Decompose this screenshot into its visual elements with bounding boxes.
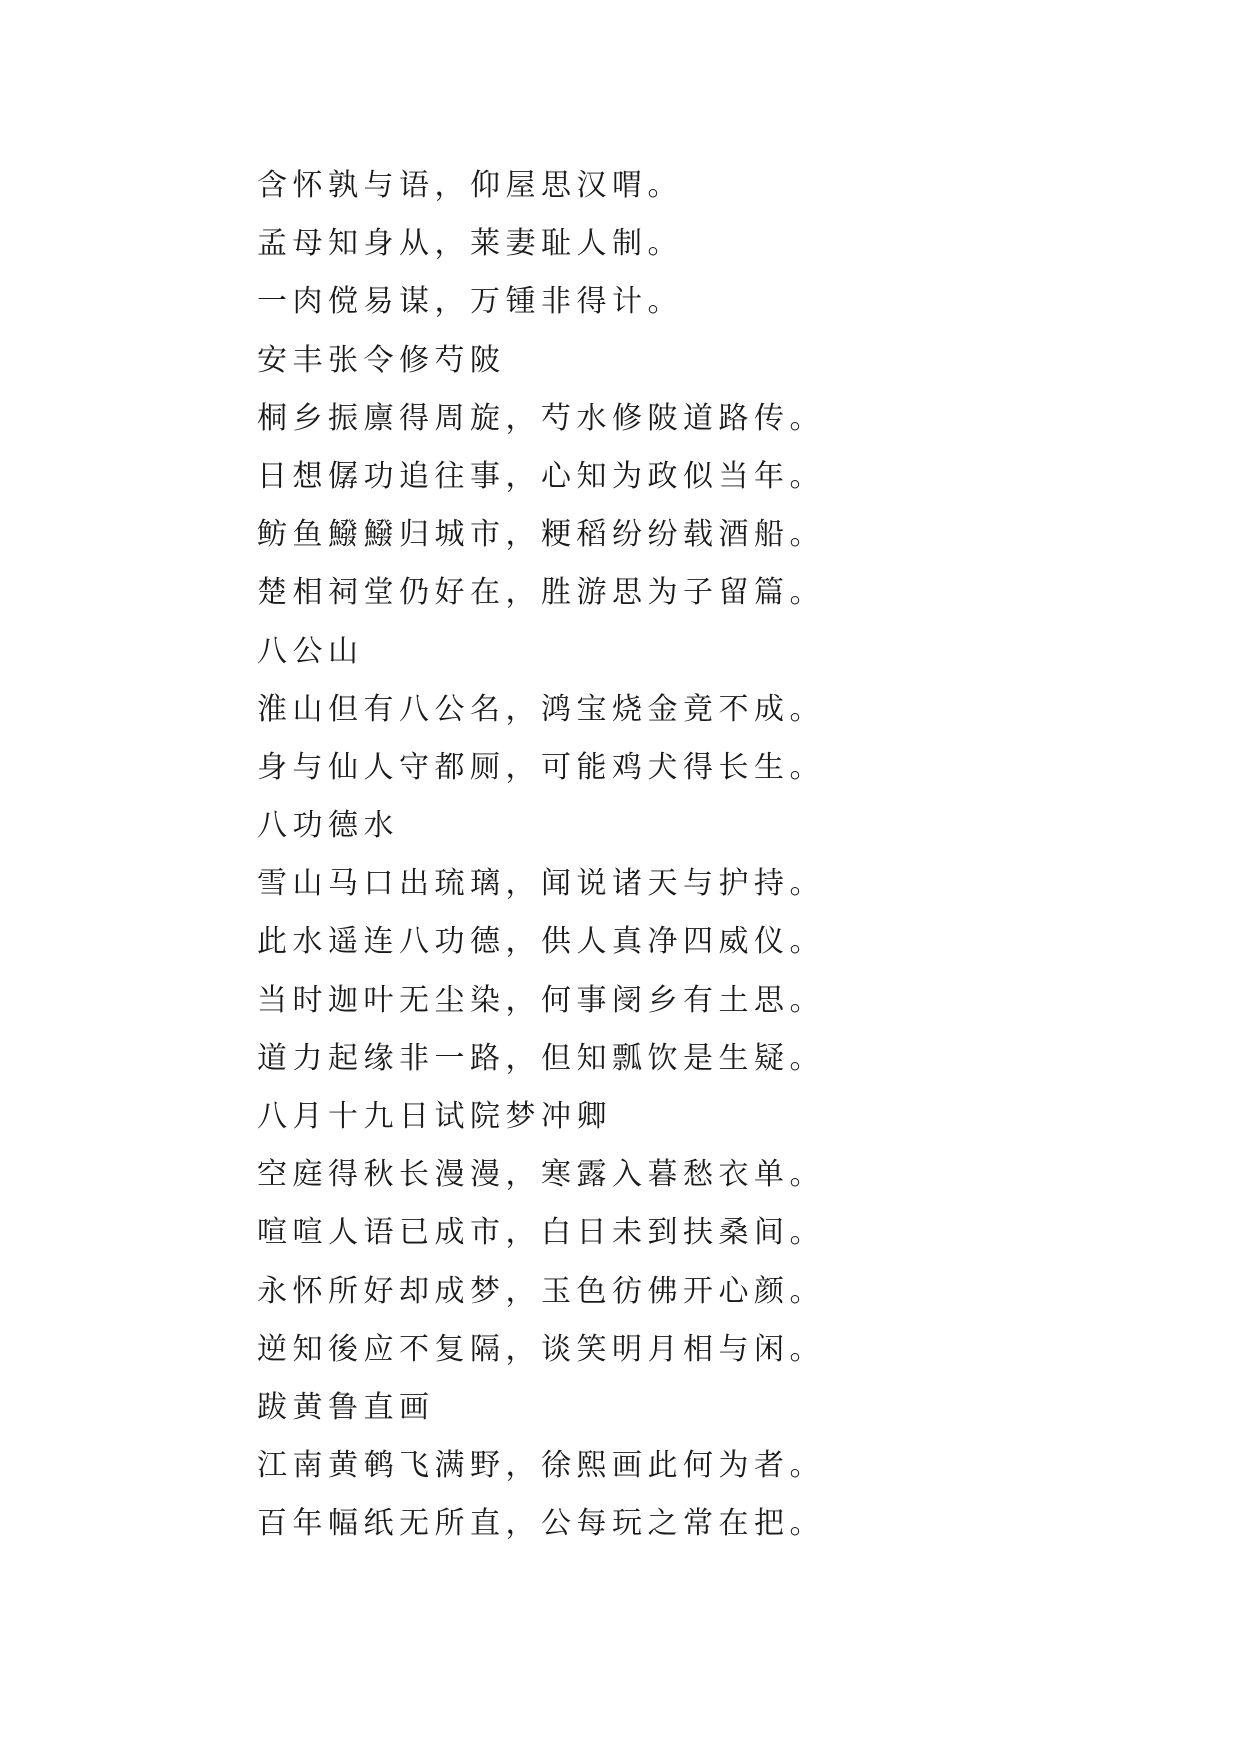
poem-title: 八功德水 bbox=[257, 808, 399, 844]
text-line: 淮山但有八公名，鸿宝烧金竟不成。 bbox=[257, 691, 825, 727]
text-line: 道力起缘非一路，但知瓢饮是生疑。 bbox=[257, 1040, 825, 1076]
text-line: 逆知後应不复隔，谈笑明月相与闲。 bbox=[257, 1331, 825, 1367]
text-line: 楚相祠堂仍好在，胜游思为子留篇。 bbox=[257, 575, 825, 611]
text-line: 空庭得秋长漫漫，寒露入暮愁衣单。 bbox=[257, 1157, 825, 1193]
text-line: 永怀所好却成梦，玉色彷佛开心颜。 bbox=[257, 1273, 825, 1309]
poem-text-block bbox=[257, 157, 1157, 1554]
poem-title: 八月十九日试院梦冲卿 bbox=[257, 1099, 612, 1134]
text-line: 雪山马口出琉璃，闻说诸天与护持。 bbox=[257, 866, 825, 902]
text-line: 江南黄鹌飞满野，徐熙画此何为者。 bbox=[257, 1448, 825, 1484]
text-line: 桐乡振廪得周旋，芍水修陂道路传。 bbox=[257, 400, 825, 436]
text-line: 此水遥连八功德，供人真净四威仪。 bbox=[257, 924, 825, 960]
text-line: 日想僝功追往事，心知为政似当年。 bbox=[257, 458, 825, 494]
text-line: 当时迦叶无尘染，何事阌乡有土思。 bbox=[257, 982, 825, 1018]
text-line: 鲂鱼鱍鱍归城市，粳稻纷纷载酒船。 bbox=[257, 517, 825, 553]
poem-title: 跋黄鲁直画 bbox=[257, 1389, 435, 1425]
text-line: 百年幅纸无所直，公每玩之常在把。 bbox=[257, 1506, 825, 1542]
poem-title: 安丰张令修芍陂 bbox=[257, 342, 506, 378]
text-line: 孟母知身从，莱妻耻人制。 bbox=[257, 226, 683, 262]
text-line: 身与仙人守都厕，可能鸡犬得长生。 bbox=[257, 749, 825, 785]
poem-title: 八公山 bbox=[257, 633, 364, 669]
text-line: 一肉傥易谋，万锺非得计。 bbox=[257, 284, 683, 320]
text-line: 含怀孰与语，仰屋思汉喟。 bbox=[257, 168, 683, 203]
text-line: 喧喧人语已成市，白日未到扶桑间。 bbox=[257, 1215, 825, 1251]
